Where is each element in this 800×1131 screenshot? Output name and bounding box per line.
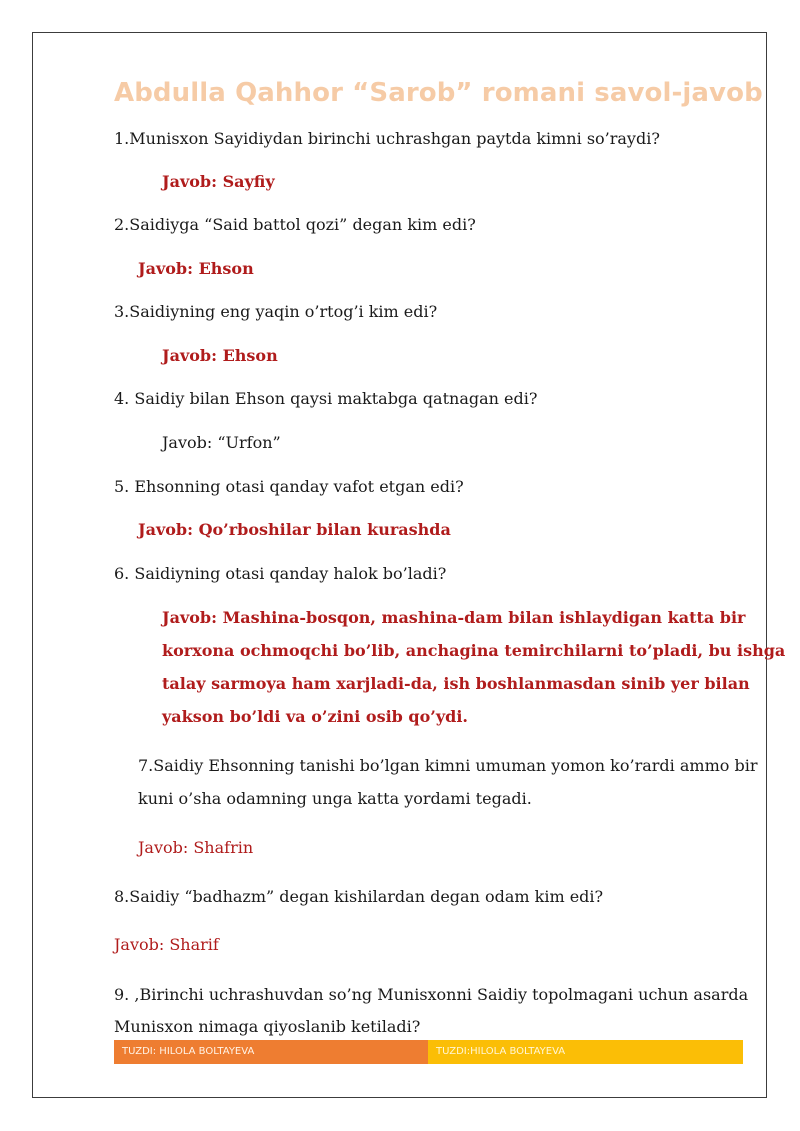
answer-7: Javob: Shafrin <box>138 838 254 857</box>
question-2: 2.Saidiyga “Said battol qozi” degan kim edi? <box>114 215 476 234</box>
question-5: 5. Ehsonning otasi qanday vafot etgan edi? <box>114 477 464 496</box>
answer-6-line-4: yakson bo’ldi va o’zini osib qo’ydi. <box>162 707 468 726</box>
question-7-line-1: 7.Saidiy Ehsonning tanishi bo’lgan kimni umuman yomon ko’rardi ammo bir <box>138 756 758 775</box>
answer-6-line-2: korxona ochmoqchi bo’lib, anchagina temirchilarni to’pladi, bu ishga <box>162 641 786 660</box>
answer-1: Javob: Sayfiy <box>162 172 275 191</box>
question-8: 8.Saidiy “badhazm” degan kishilardan degan odam kim edi? <box>114 887 604 906</box>
answer-6-line-3: talay sarmoya ham xarjladi-da, ish boshlanmasdan sinib yer bilan <box>162 674 750 693</box>
answer-3: Javob: Ehson <box>162 346 278 365</box>
question-9-line-1: 9. ,Birinchi uchrashuvdan so’ng Munisxonni Saidiy topolmagani uchun asarda <box>114 985 749 1004</box>
question-1: 1.Munisxon Sayidiydan birinchi uchrashgan paytda kimni so’raydi? <box>114 129 660 148</box>
page-footer <box>114 1040 743 1064</box>
answer-8: Javob: Sharif <box>114 935 219 954</box>
answer-4: Javob: “Urfon” <box>162 433 281 452</box>
answer-5: Javob: Qo’rboshilar bilan kurashda <box>138 520 451 539</box>
question-9-line-2: Munisxon nimaga qiyoslanib ketiladi? <box>114 1017 421 1036</box>
footer-right-author: TUZDI:HILOLA BOLTAYEVA <box>428 1040 743 1064</box>
document-title: Abdulla Qahhor “Sarob” romani savol-javob <box>114 78 763 108</box>
footer-left-author: TUZDI: HILOLA BOLTAYEVA <box>114 1040 428 1064</box>
question-4: 4. Saidiy bilan Ehson qaysi maktabga qatnagan edi? <box>114 389 538 408</box>
question-7-line-2: kuni o’sha odamning unga katta yordami tegadi. <box>138 789 532 808</box>
question-6: 6. Saidiyning otasi qanday halok bo’ladi? <box>114 564 447 583</box>
answer-6-line-1: Javob: Mashina-bosqon, mashina-dam bilan ishlaydigan katta bir <box>162 608 746 627</box>
question-3: 3.Saidiyning eng yaqin o’rtog’i kim edi? <box>114 302 438 321</box>
answer-2: Javob: Ehson <box>138 259 254 278</box>
